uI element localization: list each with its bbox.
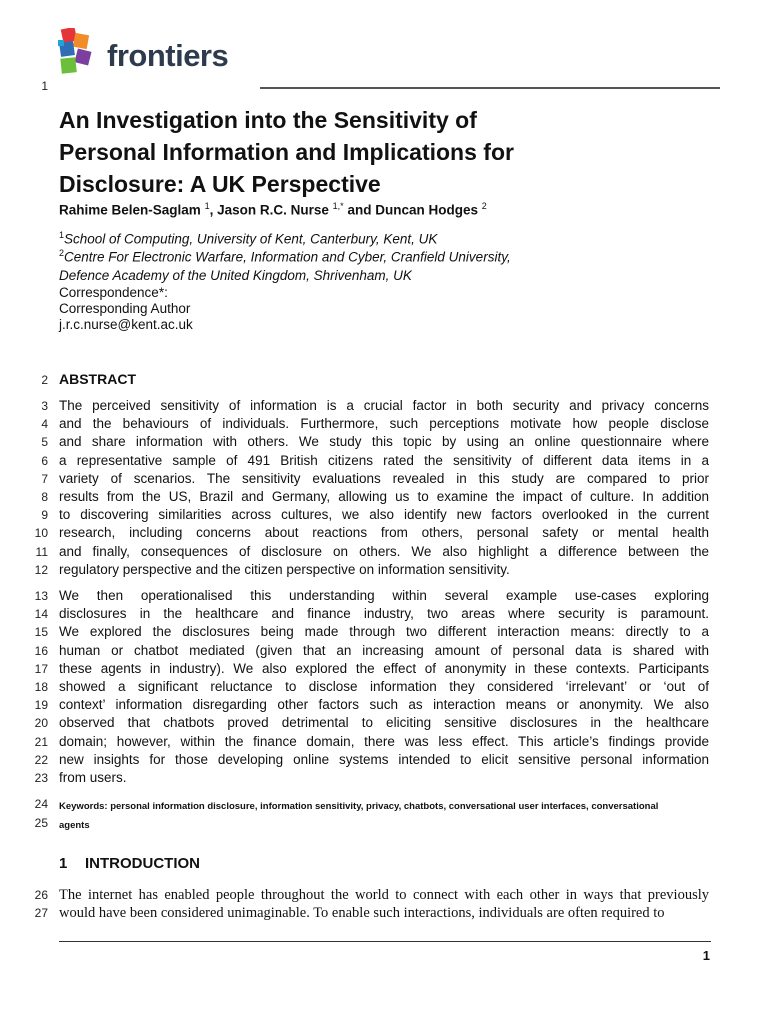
text-line: The internet has enabled people throughout the world to connect with each other in ways that previously — [59, 887, 709, 903]
keywords-line: agents — [59, 820, 90, 831]
line-number: 23 — [34, 771, 48, 785]
text-line: showed a significant reluctance to disclose information they considered ‘irrelevant’ or ‘out of — [59, 678, 709, 694]
footer-rule — [59, 941, 711, 942]
author-affiliation-sup: 1,* — [332, 201, 344, 211]
introduction-paragraph — [59, 886, 709, 922]
affiliation-sup: 1 — [59, 230, 65, 240]
text-line: human or chatbot mediated (given that an increasing amount of personal data is shared with — [59, 642, 709, 658]
text-line: We then operationalised this understanding within several example use-cases exploring — [59, 588, 709, 603]
text-line: research, including concerns about reactions from others, personal safety or mental health — [59, 525, 709, 541]
line-number: 18 — [34, 680, 48, 694]
text-line: The perceived sensitivity of information is a crucial factor in both security and privacy concerns — [59, 398, 709, 413]
correspondence-author: Corresponding Author — [59, 301, 191, 316]
abstract-paragraph — [59, 587, 709, 787]
line-number: 20 — [34, 716, 48, 731]
line-number: 11 — [35, 544, 48, 559]
text-line: these agents in industry). We also explored the effect of anonymity in these contexts. Participants — [59, 660, 709, 676]
line-number: 3 — [41, 399, 48, 413]
line-number: 7 — [41, 471, 48, 486]
affiliation-sup: 2 — [59, 248, 65, 258]
author-name: Duncan Hodges — [375, 202, 478, 218]
line-number: 16 — [34, 643, 48, 658]
section-number: 1 — [59, 855, 68, 872]
line-number: 14 — [34, 607, 48, 622]
header-rule — [260, 87, 720, 89]
author-separator: and — [347, 202, 372, 218]
title-line: Personal Information and Implications for — [59, 139, 514, 165]
correspondence-email[interactable]: j.r.c.nurse@kent.ac.uk — [59, 317, 193, 332]
text-line: observed that chatbots proved detrimental to eliciting sensitive disclosures in the healthcare — [59, 715, 709, 731]
correspondence-label: Correspondence*: — [59, 285, 168, 300]
frontiers-logo — [58, 28, 258, 80]
line-number: 8 — [41, 490, 48, 504]
line-number: 13 — [34, 589, 48, 603]
abstract-paragraph — [59, 397, 709, 579]
section-heading — [59, 855, 200, 872]
section-title: INTRODUCTION — [85, 855, 200, 872]
text-line: disclosures in the healthcare and finance industry, two areas where security is paramount. — [59, 606, 709, 622]
line-number: 6 — [41, 453, 48, 468]
title-line: Disclosure: A UK Perspective — [59, 171, 381, 197]
text-line: new insights for those developing online systems intended to elicit sensitive personal information — [59, 751, 709, 767]
line-number: 21 — [34, 734, 48, 749]
line-number: 15 — [34, 625, 48, 640]
text-line: domain; however, within the finance domain, there was less effect. This article’s findings provide — [59, 733, 709, 749]
line-number: 25 — [34, 816, 48, 830]
line-number: 9 — [41, 508, 48, 523]
line-number: 1 — [41, 79, 48, 93]
line-number: 10 — [34, 526, 48, 541]
author-affiliation-sup: 1 — [204, 201, 210, 211]
line-number: 17 — [34, 661, 48, 676]
title-line: An Investigation into the Sensitivity of — [59, 107, 477, 133]
text-line: and the behaviours of individuals. Furthermore, such perceptions motivate how people disclose — [59, 416, 709, 432]
frontiers-logo-icon — [58, 28, 106, 80]
keywords-line: Keywords: personal information disclosure, information sensitivity, privacy, chatbots, conversational user interfaces, conversational — [59, 801, 659, 812]
author-name: Jason R.C. Nurse — [217, 202, 329, 218]
line-number: 24 — [34, 797, 48, 811]
text-line: would have been considered unimaginable. To enable such interactions, individuals are often required to — [59, 905, 665, 922]
affiliation-text: Defence Academy of the United Kingdom, Shrivenham, UK — [59, 267, 412, 283]
line-number: 5 — [41, 435, 48, 450]
line-number: 12 — [34, 562, 48, 577]
author-affiliation-sup: 2 — [481, 201, 487, 211]
page-number: 1 — [702, 948, 710, 963]
text-line: results from the US, Brazil and Germany, allowing us to examine the impact of culture. In addition — [59, 488, 709, 504]
text-line: regulatory perspective and the citizen perspective on information sensitivity. — [59, 561, 510, 577]
text-line: and finally, consequences of disclosure on others. We also highlight a difference between the — [59, 543, 709, 559]
line-number: 4 — [41, 417, 48, 432]
frontiers-wordmark: frontiers — [107, 38, 229, 73]
text-line: from users. — [59, 769, 127, 785]
line-number: 22 — [34, 752, 48, 767]
line-number: 19 — [34, 698, 48, 713]
abstract-heading: ABSTRACT — [59, 371, 136, 387]
text-line: and share information with others. We study this topic by using an online questionnaire where — [59, 434, 709, 450]
affiliation-text: Centre For Electronic Warfare, Information and Cyber, Cranfield University, — [64, 249, 511, 265]
line-number: 27 — [34, 906, 48, 921]
affiliation-text: School of Computing, University of Kent, Canterbury, Kent, UK — [64, 231, 438, 247]
text-line: context’ information disregarding other factors such as interaction means or anonymity. We also — [59, 697, 709, 713]
author-list — [59, 201, 487, 218]
text-line: variety of scenarios. The sensitivity evaluations revealed in this study are compared to prior — [59, 470, 709, 486]
author-name: Rahime Belen-Saglam — [59, 202, 201, 218]
keywords — [59, 797, 709, 835]
text-line: We explored the disclosures being made through two different interaction means: directly to a — [59, 624, 709, 640]
affiliation — [59, 244, 709, 285]
correspondence — [59, 285, 193, 333]
paper-title — [59, 104, 699, 200]
text-line: to discovering similarities across cultures, we also identify new factors overlooked in the current — [59, 507, 709, 523]
text-line: a representative sample of 491 British citizens rated the sensitivity of different data items in a — [59, 452, 709, 468]
author-separator: , — [209, 202, 214, 218]
line-number: 26 — [34, 888, 48, 902]
line-number: 2 — [41, 373, 48, 387]
